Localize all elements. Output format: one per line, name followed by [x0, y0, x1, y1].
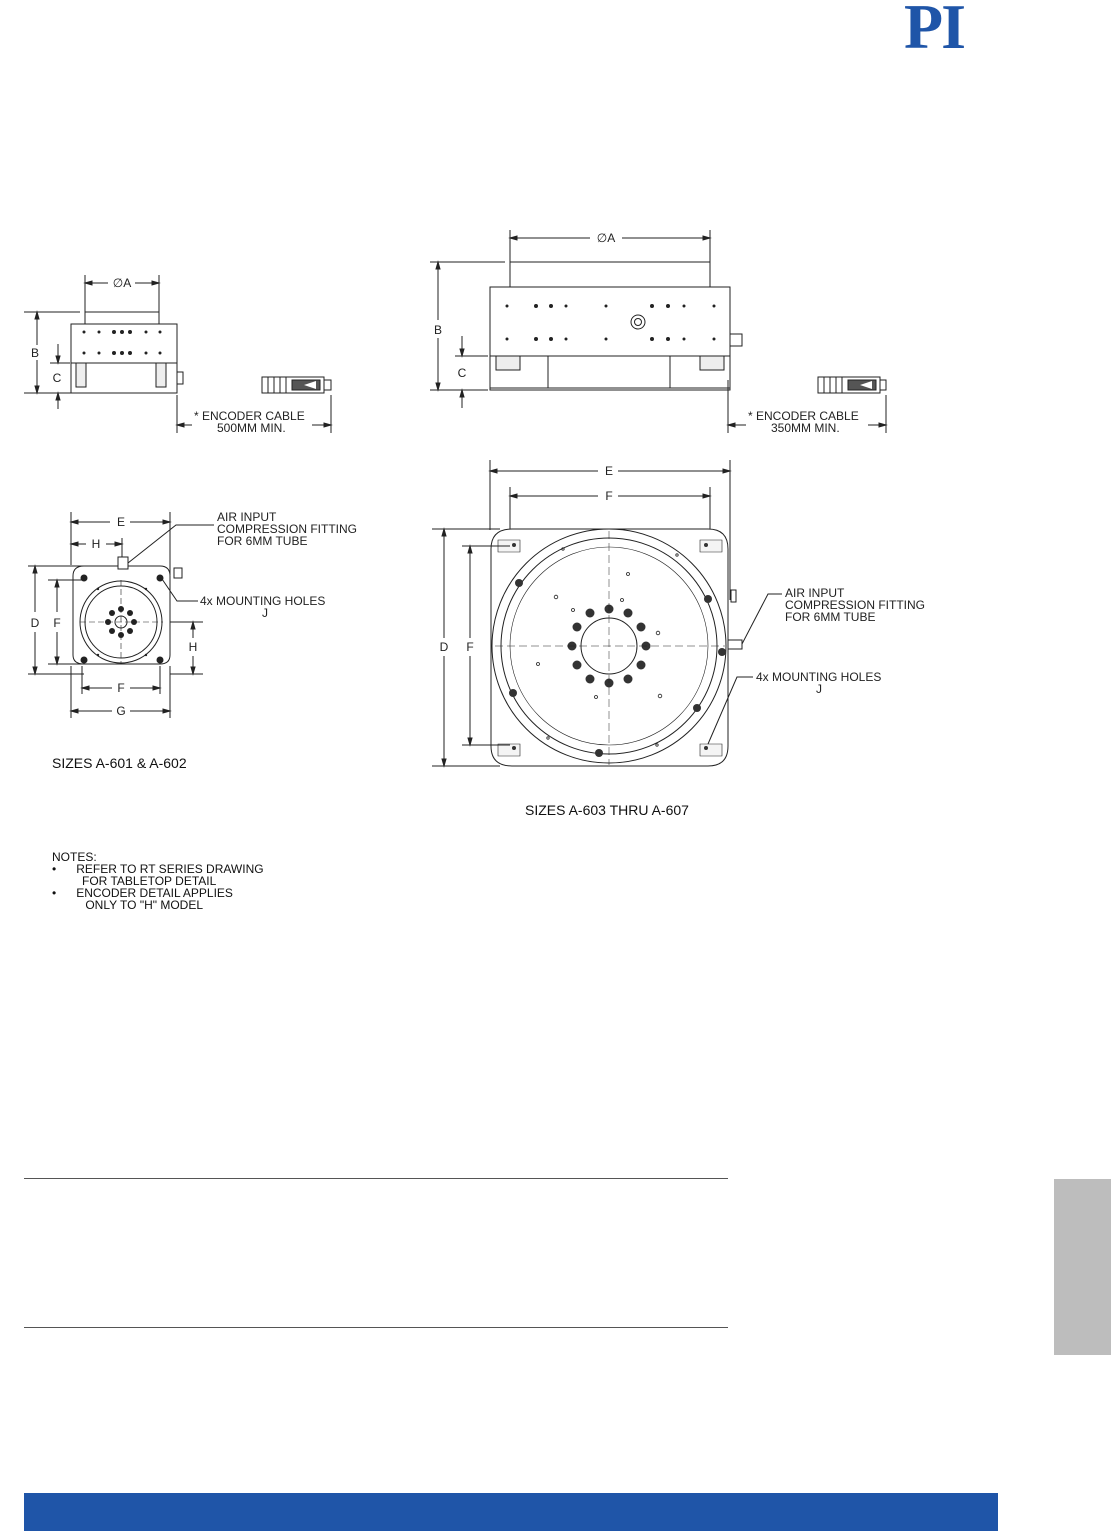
- large-top-view: [432, 460, 925, 766]
- divider-bottom: [24, 1327, 728, 1328]
- footer-bar: [24, 1493, 998, 1531]
- small-dim-e: E: [116, 515, 126, 529]
- note-2-line1: ENCODER DETAIL APPLIES: [76, 886, 233, 900]
- note-1-bullet: •: [52, 862, 57, 876]
- small-dim-f-bottom: F: [117, 681, 125, 695]
- large-dim-a: ∅A: [596, 231, 616, 245]
- small-dim-c: C: [52, 371, 62, 385]
- large-encoder-min: 350MM MIN.: [771, 421, 840, 435]
- small-encoder-cable: * ENCODER CABLE: [194, 409, 305, 423]
- small-air-input-2: COMPRESSION FITTING: [217, 522, 358, 536]
- large-mounting-holes: 4x MOUNTING HOLES: [756, 670, 882, 684]
- small-air-input-3: FOR 6MM TUBE: [217, 534, 308, 548]
- large-side-view: [430, 230, 886, 436]
- pi-logo: PI: [904, 0, 964, 62]
- note-2-bullet: •: [52, 886, 57, 900]
- large-caption: SIZES A-603 THRU A-607: [525, 802, 689, 818]
- small-mounting-holes: 4x MOUNTING HOLES: [200, 594, 326, 608]
- large-encoder-cable: * ENCODER CABLE: [748, 409, 859, 423]
- large-dim-e: E: [604, 464, 614, 478]
- large-mounting-ref: J: [816, 682, 822, 696]
- small-dim-h-top: H: [91, 537, 101, 551]
- note-2-line2: ONLY TO "H" MODEL: [85, 898, 204, 912]
- note-2-cont: [52, 899, 264, 911]
- small-dim-g: G: [116, 704, 126, 718]
- small-dim-d: D: [30, 616, 40, 630]
- small-encoder-min: 500MM MIN.: [217, 421, 286, 435]
- large-dim-b: B: [433, 323, 443, 337]
- large-dim-f-left: F: [466, 640, 474, 654]
- large-dim-f-top: F: [605, 489, 613, 503]
- small-caption: SIZES A-601 & A-602: [52, 755, 187, 771]
- note-1-line2: FOR TABLETOP DETAIL: [82, 874, 217, 888]
- small-top-view: [28, 510, 357, 718]
- small-air-input-1: AIR INPUT: [217, 510, 277, 524]
- small-mounting-ref: J: [262, 606, 268, 620]
- divider-top: [24, 1178, 728, 1179]
- large-dim-c: C: [457, 366, 467, 380]
- side-tab: [1054, 1179, 1111, 1355]
- small-dim-f-left: F: [53, 616, 61, 630]
- small-dim-h-right: H: [188, 640, 198, 654]
- notes-title: NOTES:: [52, 850, 97, 864]
- large-air-input-3: FOR 6MM TUBE: [785, 610, 876, 624]
- small-dim-a: ∅A: [112, 276, 132, 290]
- notes: [52, 851, 264, 911]
- large-air-input-2: COMPRESSION FITTING: [785, 598, 926, 612]
- large-air-input-1: AIR INPUT: [785, 586, 845, 600]
- small-side-view: [24, 275, 331, 436]
- note-1-line1: REFER TO RT SERIES DRAWING: [76, 862, 264, 876]
- large-dim-d: D: [439, 640, 449, 654]
- small-dim-b: B: [30, 346, 40, 360]
